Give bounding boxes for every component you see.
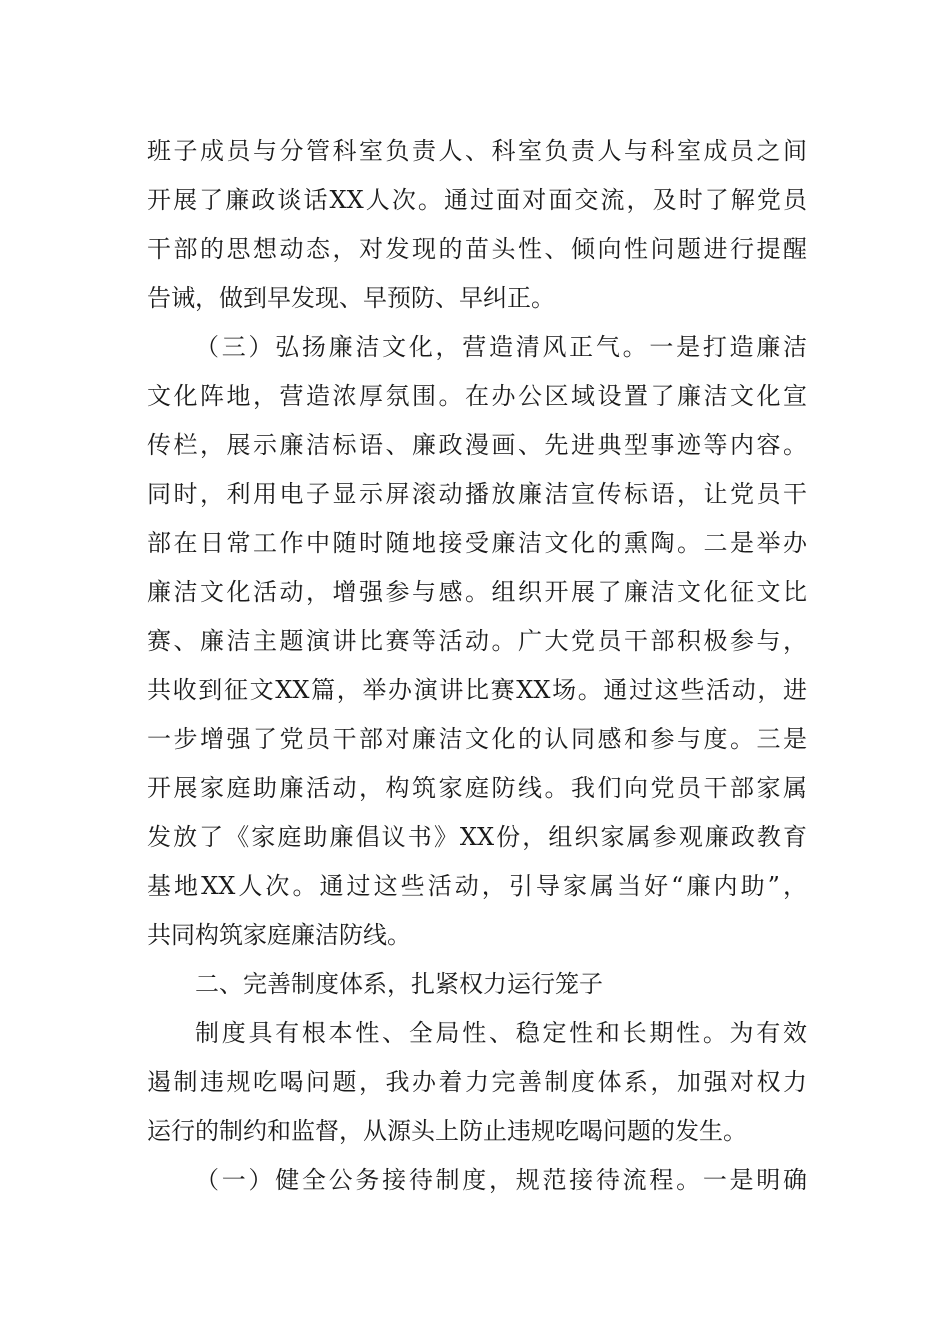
text-line: 基地XX人次。通过这些活动，引导家属当好“廉内助”， bbox=[147, 872, 807, 900]
text-line: 告诫，做到早发现、早预防、早纠正。 bbox=[147, 284, 555, 312]
text-line: 廉洁文化活动，增强参与感。组织开展了廉洁文化征文比 bbox=[147, 578, 807, 606]
text-line: 共收到征文XX篇，举办演讲比赛XX场。通过这些活动，进 bbox=[147, 676, 807, 704]
section-heading: 二、完善制度体系，扎紧权力运行笼子 bbox=[195, 970, 603, 998]
text-line: 运行的制约和监督，从源头上防止违规吃喝问题的发生。 bbox=[147, 1117, 747, 1145]
text-line: 一步增强了党员干部对廉洁文化的认同感和参与度。三是 bbox=[147, 725, 807, 753]
text-line: 发放了《家庭助廉倡议书》XX份，组织家属参观廉政教育 bbox=[147, 823, 807, 851]
text-line: 传栏，展示廉洁标语、廉政漫画、先进典型事迹等内容。 bbox=[147, 431, 807, 459]
text-line: 赛、廉洁主题演讲比赛等活动。广大党员干部积极参与， bbox=[147, 627, 807, 655]
text-line: 开展家庭助廉活动，构筑家庭防线。我们向党员干部家属 bbox=[147, 774, 807, 802]
text-line: 班子成员与分管科室负责人、科室负责人与科室成员之间 bbox=[147, 137, 807, 165]
text-line: 制度具有根本性、全局性、稳定性和长期性。为有效 bbox=[195, 1019, 807, 1047]
body-text bbox=[147, 127, 807, 1205]
text-line: 部在日常工作中随时随地接受廉洁文化的熏陶。二是举办 bbox=[147, 529, 807, 557]
text-line: 开展了廉政谈话XX人次。通过面对面交流，及时了解党员 bbox=[147, 186, 807, 214]
text-line: 文化阵地，营造浓厚氛围。在办公区域设置了廉洁文化宣 bbox=[147, 382, 807, 410]
text-line: 干部的思想动态，对发现的苗头性、倾向性问题进行提醒 bbox=[147, 235, 807, 263]
text-line: 同时，利用电子显示屏滚动播放廉洁宣传标语，让党员干 bbox=[147, 480, 807, 508]
text-line: （一）健全公务接待制度，规范接待流程。一是明确 bbox=[195, 1166, 807, 1194]
text-line: 遏制违规吃喝问题，我办着力完善制度体系，加强对权力 bbox=[147, 1068, 807, 1096]
text-line: 共同构筑家庭廉洁防线。 bbox=[147, 921, 411, 949]
text-line: （三）弘扬廉洁文化，营造清风正气。一是打造廉洁 bbox=[195, 333, 807, 361]
